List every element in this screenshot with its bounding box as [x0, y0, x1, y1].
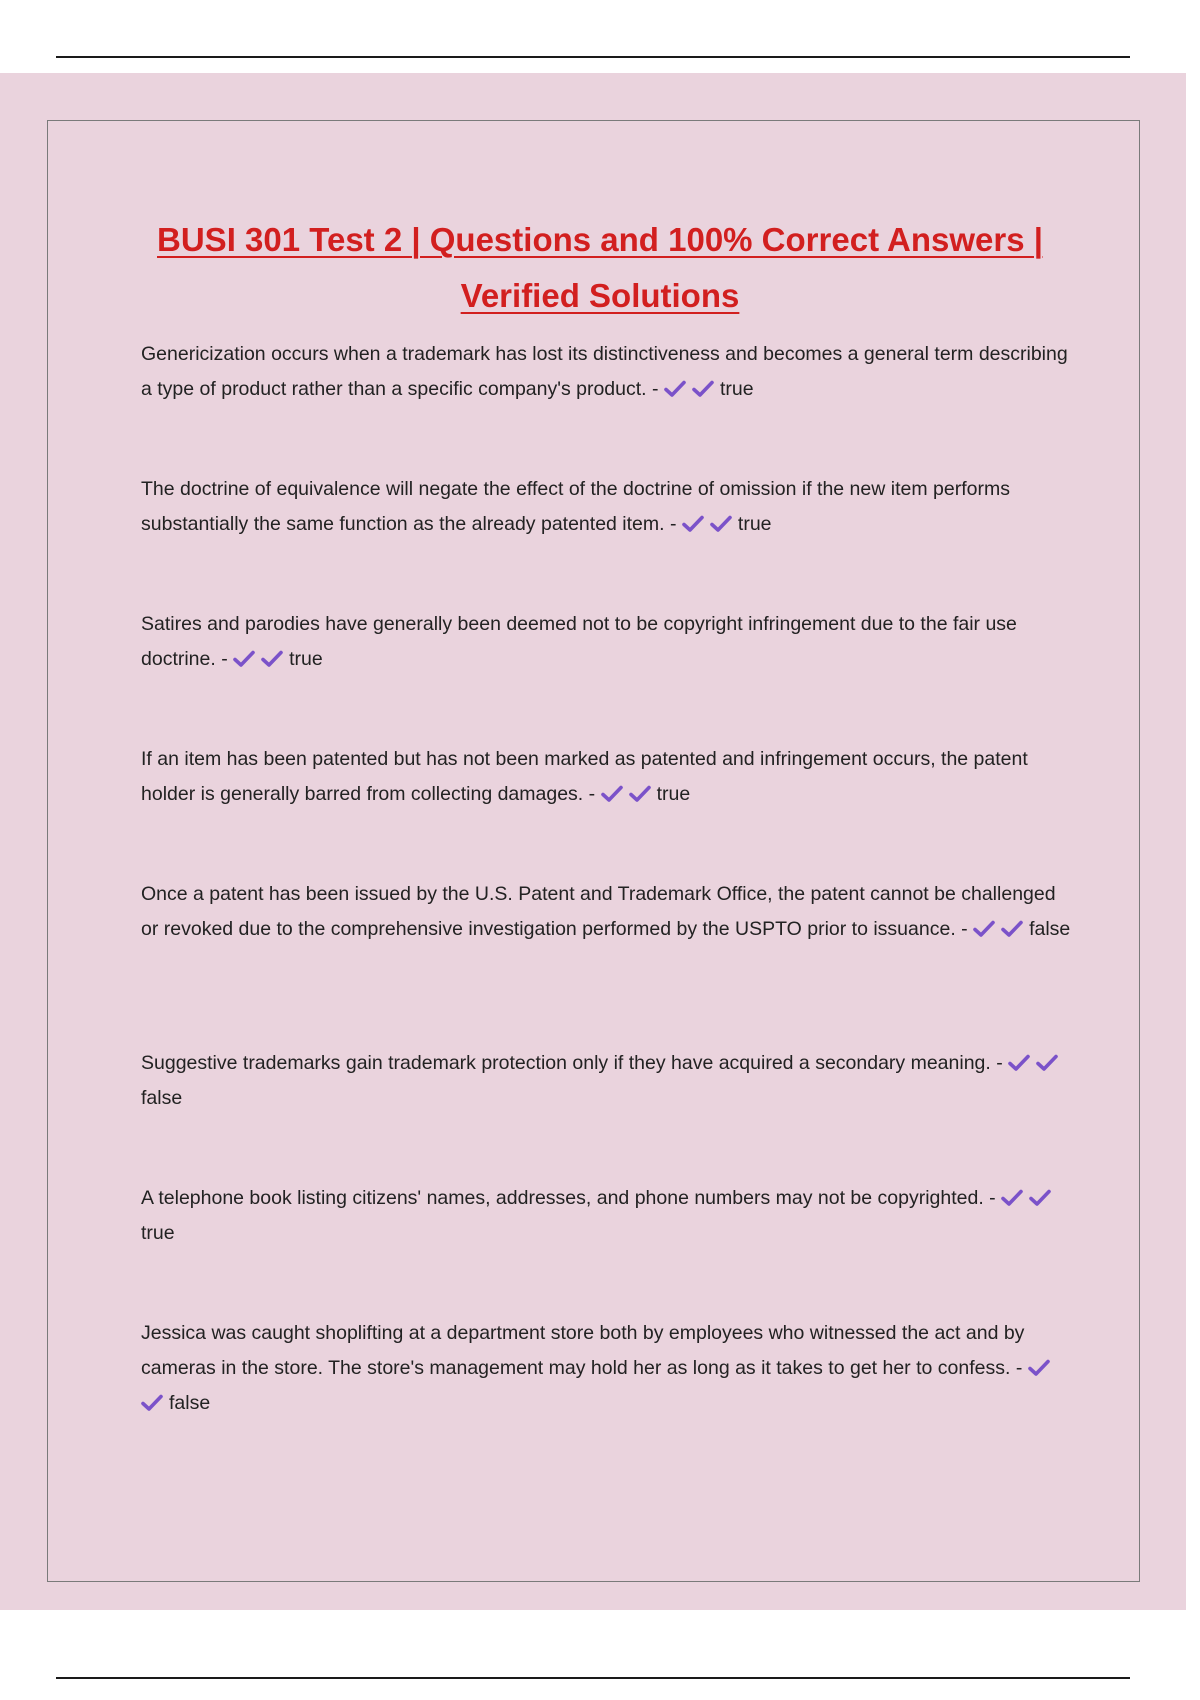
checkmark-icon: [233, 650, 255, 668]
question-text: If an item has been patented but has not been marked as patented and infringement occurs, the patent holder is generally barred from collecting damages.: [141, 748, 1028, 805]
checkmark-icon: [261, 650, 283, 668]
checkmark-icon: [1028, 1359, 1050, 1377]
checkmark-icon: [601, 785, 623, 803]
answer-text: false: [1029, 918, 1071, 940]
document-title: [100, 212, 1100, 324]
answer-text: true: [737, 513, 772, 535]
answer-text: true: [141, 1222, 175, 1244]
checkmark-icon: [692, 380, 714, 398]
qa-item: [141, 1181, 1071, 1251]
checkmark-icon: [710, 515, 732, 533]
answer-separator: -: [1010, 1357, 1028, 1379]
answer-separator: -: [646, 378, 664, 400]
answer-separator: -: [664, 513, 682, 535]
title-line-2: Verified Solutions: [460, 277, 740, 314]
answer-separator: -: [955, 918, 974, 940]
checkmark-icon: [973, 920, 995, 938]
answer-text: false: [141, 1087, 183, 1109]
checkmark-icon: [141, 1394, 163, 1412]
answer-text: true: [719, 378, 754, 400]
title-line-1: BUSI 301 Test 2 | Questions and 100% Correct Answers |: [157, 221, 1043, 258]
checkmark-icon: [629, 785, 651, 803]
qa-item: [141, 1316, 1071, 1421]
answer-text: false: [169, 1392, 211, 1414]
checkmark-icon: [682, 515, 704, 533]
checkmark-icon: [1036, 1054, 1058, 1072]
question-text: The doctrine of equivalence will negate the effect of the doctrine of omission if the new item performs substantially the same function as the already patented item.: [141, 478, 1010, 535]
header-rule: [56, 56, 1130, 58]
answer-separator: -: [215, 648, 234, 670]
qa-item: [141, 337, 1071, 407]
question-text: A telephone book listing citizens' names, addresses, and phone numbers may not be copyrighted.: [141, 1187, 984, 1209]
question-text: Satires and parodies have generally been deemed not to be copyright infringement due to the fair use doctrine.: [141, 613, 1017, 670]
question-text: Jessica was caught shoplifting at a department store both by employees who witnessed the act and by cameras in the store. The store's management may hold her as long as it takes to get her to confess.: [141, 1322, 1025, 1379]
qa-item: [141, 607, 1071, 677]
question-text: Genericization occurs when a trademark has lost its distinctiveness and becomes a general term describing a type of product rather than a specific company's product.: [141, 343, 1068, 400]
answer-text: true: [656, 783, 691, 805]
checkmark-icon: [1029, 1189, 1051, 1207]
qa-item: [141, 1046, 1071, 1116]
checkmark-icon: [664, 380, 686, 398]
answer-separator: -: [990, 1052, 1009, 1074]
qa-item: [141, 877, 1071, 947]
footer-rule: [56, 1677, 1130, 1679]
checkmark-icon: [1001, 1189, 1023, 1207]
answer-text: true: [289, 648, 323, 670]
checkmark-icon: [1008, 1054, 1030, 1072]
qa-item: [141, 742, 1071, 812]
answer-separator: -: [983, 1187, 1002, 1209]
question-text: Once a patent has been issued by the U.S. Patent and Trademark Office, the patent cannot be challenged or revoked due to the comprehensive investigation performed by the USPTO prior to issuance.: [141, 883, 1056, 940]
checkmark-icon: [1001, 920, 1023, 938]
question-text: Suggestive trademarks gain trademark protection only if they have acquired a secondary meaning.: [141, 1052, 991, 1074]
answer-separator: -: [583, 783, 601, 805]
qa-item: [141, 472, 1071, 542]
